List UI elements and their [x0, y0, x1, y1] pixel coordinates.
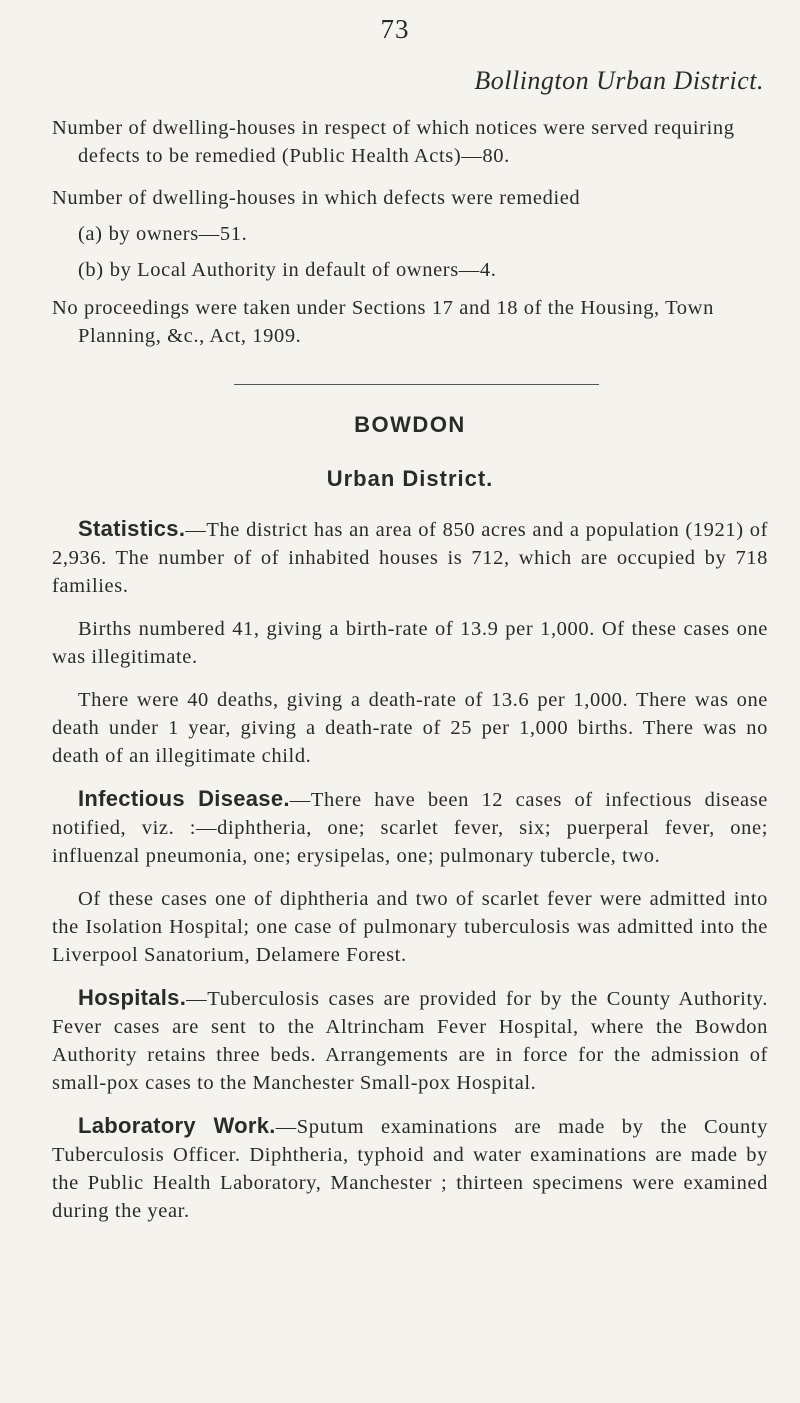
infectious-disease-text: —There have been 12 cases of infectious disease notified, viz. :—diphtheria, one; scarlet fever, six; puerperal fever, one; influenzal pneumonia, one; erysipelas, one; pulmonary tubercle, two.: [52, 789, 768, 867]
notices-paragraph: Number of dwelling-houses in respect of which notices were served requiring defects to be remedied (Public Health Acts)—80.: [52, 117, 735, 167]
section-divider: [234, 384, 599, 385]
laboratory-text: —Sputum examinations are made by the County Tuberculosis Officer. Diphtheria, typhoid and water examinations are made by the Public Health Laboratory, Manchester ; thirteen specimens were examined during the year.: [52, 1116, 768, 1222]
item-label: (b): [78, 259, 104, 281]
laboratory-section: [52, 1112, 768, 1225]
statistics-heading: Statistics.: [78, 516, 186, 541]
hospitals-text: —Tuberculosis cases are provided for by the County Authority. Fever cases are sent to the Altrincham Fever Hospital, where the Bowdon Authority retains three beds. Arrangements are in force for the admission of small-pox cases to the Manchester Small-pox Hospital.: [52, 988, 768, 1094]
remedied-paragraph: Number of dwelling-houses in which defects were remedied: [52, 187, 581, 209]
remedied-item-authority: [78, 256, 768, 284]
statistics-text: —The district has an area of 850 acres and a population (1921) of 2,936. The number of of inhabited houses is 712, which are occupied by 718 families.: [52, 519, 768, 597]
page-content: [52, 114, 768, 1225]
remedied-item-owners: [78, 220, 768, 248]
infectious-disease-heading: Infectious Disease.: [78, 786, 290, 811]
hospitals-section: [52, 984, 768, 1097]
remedied-list: [52, 220, 768, 284]
isolation-paragraph: Of these cases one of diphtheria and two of scarlet fever were admitted into the Isolation Hospital; one case of pulmonary tuberculosis was admitted into the Liverpool Sanatorium, Delamere Forest.: [52, 888, 768, 966]
laboratory-heading: Laboratory Work.: [78, 1113, 276, 1138]
item-text: by owners—51.: [108, 223, 248, 245]
district-title: BOWDON: [354, 412, 466, 437]
page-number: 73: [380, 14, 410, 44]
deaths-paragraph: There were 40 deaths, giving a death-rate of 13.6 per 1,000. There was one death under 1 year, giving a death-rate of 25 per 1,000 births. There was no death of an illegitimate child.: [52, 689, 768, 767]
item-label: (a): [78, 223, 103, 245]
hospitals-heading: Hospitals.: [78, 985, 187, 1010]
statistics-section: [52, 515, 768, 600]
item-text: by Local Authority in default of owners—4.: [109, 259, 497, 281]
district-subtitle: Urban District.: [326, 466, 494, 491]
running-head: Bollington Urban District.: [474, 66, 764, 95]
proceedings-paragraph: No proceedings were taken under Sections 17 and 18 of the Housing, Town Planning, &c., Act, 1909.: [52, 297, 714, 347]
births-paragraph: Births numbered 41, giving a birth-rate of 13.9 per 1,000. Of these cases one was illegitimate.: [52, 618, 768, 668]
infectious-disease-section: [52, 785, 768, 870]
